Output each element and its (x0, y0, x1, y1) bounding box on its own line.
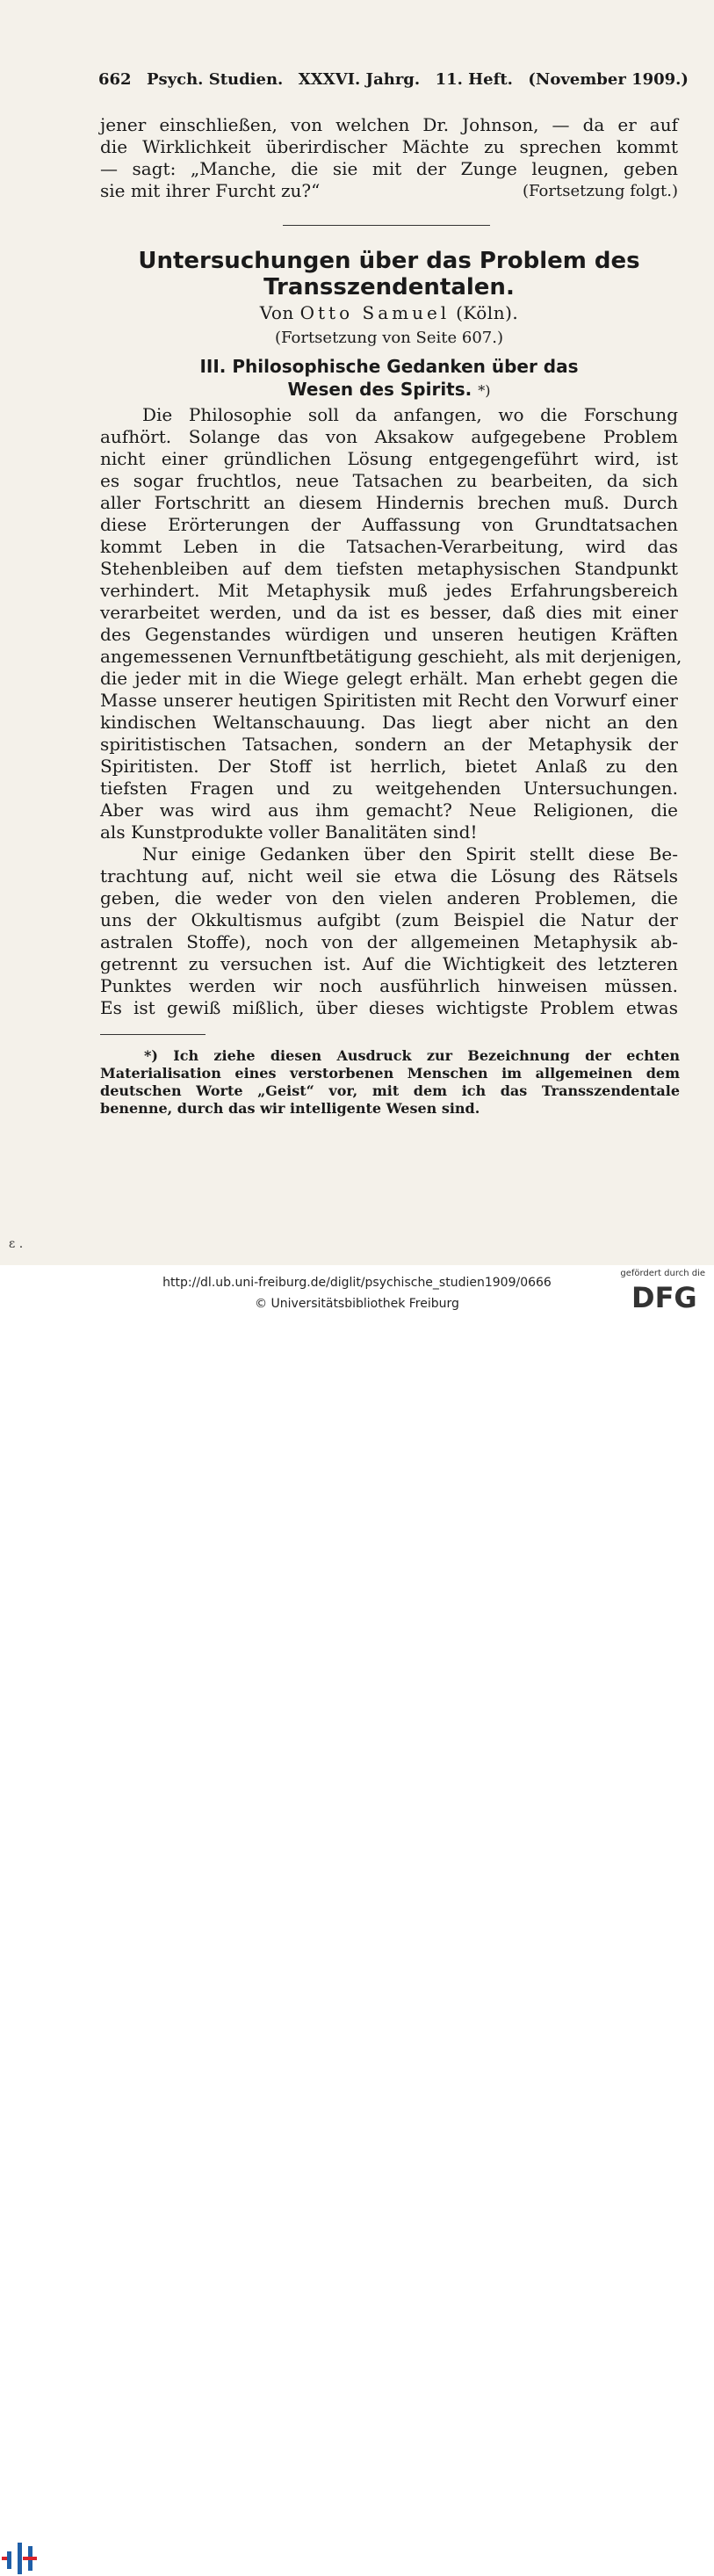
text-line: geben, die weder von den vielen anderen Problemen, die (100, 887, 678, 908)
dfg-logo-icon (630, 1281, 705, 1311)
article-title-line: Transszendentalen. (263, 274, 515, 300)
text-line: kommt Leben in die Tatsachen-Verarbeitung, wird das (100, 536, 678, 557)
footnote-line: Materialisation eines verstorbenen Menschen im allgemeinen dem (100, 1065, 680, 1082)
library-logo-icon (2, 2537, 44, 2576)
text-line: verarbeitet werden, und da ist es besser, daß dies mit einer (100, 602, 678, 623)
text-line: sie mit ihrer Furcht zu?“ (100, 180, 321, 201)
text-line: jener einschließen, von welchen Dr. Johnson, — da er auf (100, 114, 678, 135)
footnote (100, 1047, 680, 1118)
footnote-divider (100, 1034, 206, 1035)
article-title-line: Untersuchungen über das Problem des (138, 248, 640, 274)
text-line: astralen Stoffe), noch von der allgemeinen Metaphysik ab- (100, 931, 678, 952)
text-line: Aber was wird aus ihm gemacht? Neue Religionen, die (100, 800, 678, 821)
text-line: Stehenbleiben auf dem tiefsten metaphysischen Standpunkt (100, 558, 678, 579)
byline (88, 302, 690, 323)
text-line: Nur einige Gedanken über den Spirit stellt diese Be- (142, 843, 678, 865)
volume: XXXVI. Jahrg. (298, 70, 421, 89)
article-title (88, 248, 690, 300)
text-line: — sagt: „Manche, die sie mit der Zunge leugnen, geben (100, 158, 678, 179)
byline-prefix: Von (259, 302, 294, 323)
text-line: trachtung auf, nicht weil sie etwa die Lösung des Rätsels (100, 865, 678, 886)
text-line: Punktes werden wir noch ausführlich hinweisen müssen. (100, 975, 678, 996)
text-line: aufhört. Solange das von Aksakow aufgegebene Problem (100, 426, 678, 447)
text-line: angemessenen Vernunftbetätigung geschieht, als mit derjenigen, (100, 646, 682, 667)
text-line: Die Philosophie soll da anfangen, wo die Forschung (142, 404, 678, 425)
funding-note: gefördert durch die (620, 1269, 705, 1278)
text-line: des Gegenstandes würdigen und unseren heutigen Kräften (100, 624, 678, 645)
text-line: spiritistischen Tatsachen, sondern an der Metaphysik der (100, 734, 678, 755)
text-line: getrennt zu versuchen ist. Auf die Wichtigkeit des letzteren (100, 953, 678, 974)
copyright-notice: © Universitätsbibliothek Freiburg (255, 1297, 459, 1311)
section-heading-text: Wesen des Spirits. (287, 379, 472, 400)
scanned-page (0, 0, 714, 1265)
text-line-final (100, 180, 678, 202)
text-line: als Kunstprodukte voller Banalitäten sind! (100, 821, 478, 843)
page-number: 662 (98, 70, 132, 89)
text-line: tiefsten Fragen und zu weitgehenden Untersuchungen. (100, 778, 678, 799)
journal-name: Psych. Studien. (146, 70, 284, 89)
issue-date: (November 1909.) (528, 70, 689, 89)
dfg-logo-text: DFG (631, 1281, 697, 1311)
text-line: Spiritisten. Der Stoff ist herrlich, bietet Anlaß zu den (100, 756, 678, 777)
text-line: kindischen Weltanschauung. Das liegt aber nicht an den (100, 712, 678, 733)
issue: 11. Heft. (435, 70, 513, 89)
section-heading (88, 355, 690, 402)
section-heading-line-2 (88, 378, 690, 402)
author-location: (Köln). (456, 302, 519, 323)
footnote-line: benenne, durch das wir intelligente Wesen sind. (100, 1100, 480, 1117)
text-line: diese Erörterungen der Auffassung von Grundtatsachen (100, 514, 678, 535)
text-line: Es ist gewiß mißlich, über dieses wichtigste Problem etwas (100, 997, 678, 1018)
section-divider (283, 225, 490, 226)
permalink[interactable]: http://dl.ub.uni-freiburg.de/diglit/psychische_studien1909/0666 (162, 1276, 552, 1290)
article-body (100, 404, 682, 1019)
previous-article-ending (100, 114, 678, 202)
text-line: nicht einer gründlichen Lösung entgegengeführt wird, ist (100, 448, 678, 469)
section-heading-line: III. Philosophische Gedanken über das (199, 356, 579, 377)
footnote-marker: *) (478, 382, 491, 399)
text-line: Masse unserer heutigen Spiritisten mit Recht den Vorwurf einer (100, 690, 678, 711)
text-line: verhindert. Mit Metaphysik muß jedes Erfahrungsbereich (100, 580, 678, 601)
author-name: Otto Samuel (299, 302, 451, 323)
footnote-line: deutschen Worte „Geist“ vor, mit dem ich das Transszendentale (100, 1082, 680, 1099)
text-line: uns der Okkultismus aufgibt (zum Beispiel die Natur der (100, 909, 678, 930)
text-line: die jeder mit in die Wiege gelegt erhält. Man erhebt gegen die (100, 668, 678, 689)
text-line: aller Fortschritt an diesem Hindernis brechen muß. Durch (100, 492, 678, 513)
continued-from-note: (Fortsetzung von Seite 607.) (274, 329, 503, 347)
text-line: die Wirklichkeit überirdischer Mächte zu sprechen kommt (100, 136, 678, 157)
text-line: es sogar fruchtlos, neue Tatsachen zu bearbeiten, da sich (100, 470, 678, 491)
footnote-line: *) Ich ziehe diesen Ausdruck zur Bezeichnung der echten (144, 1047, 680, 1064)
scan-speck: ɛ . (9, 1237, 24, 1251)
continued-note: (Fortsetzung folgt.) (523, 182, 678, 200)
running-header (98, 70, 689, 89)
